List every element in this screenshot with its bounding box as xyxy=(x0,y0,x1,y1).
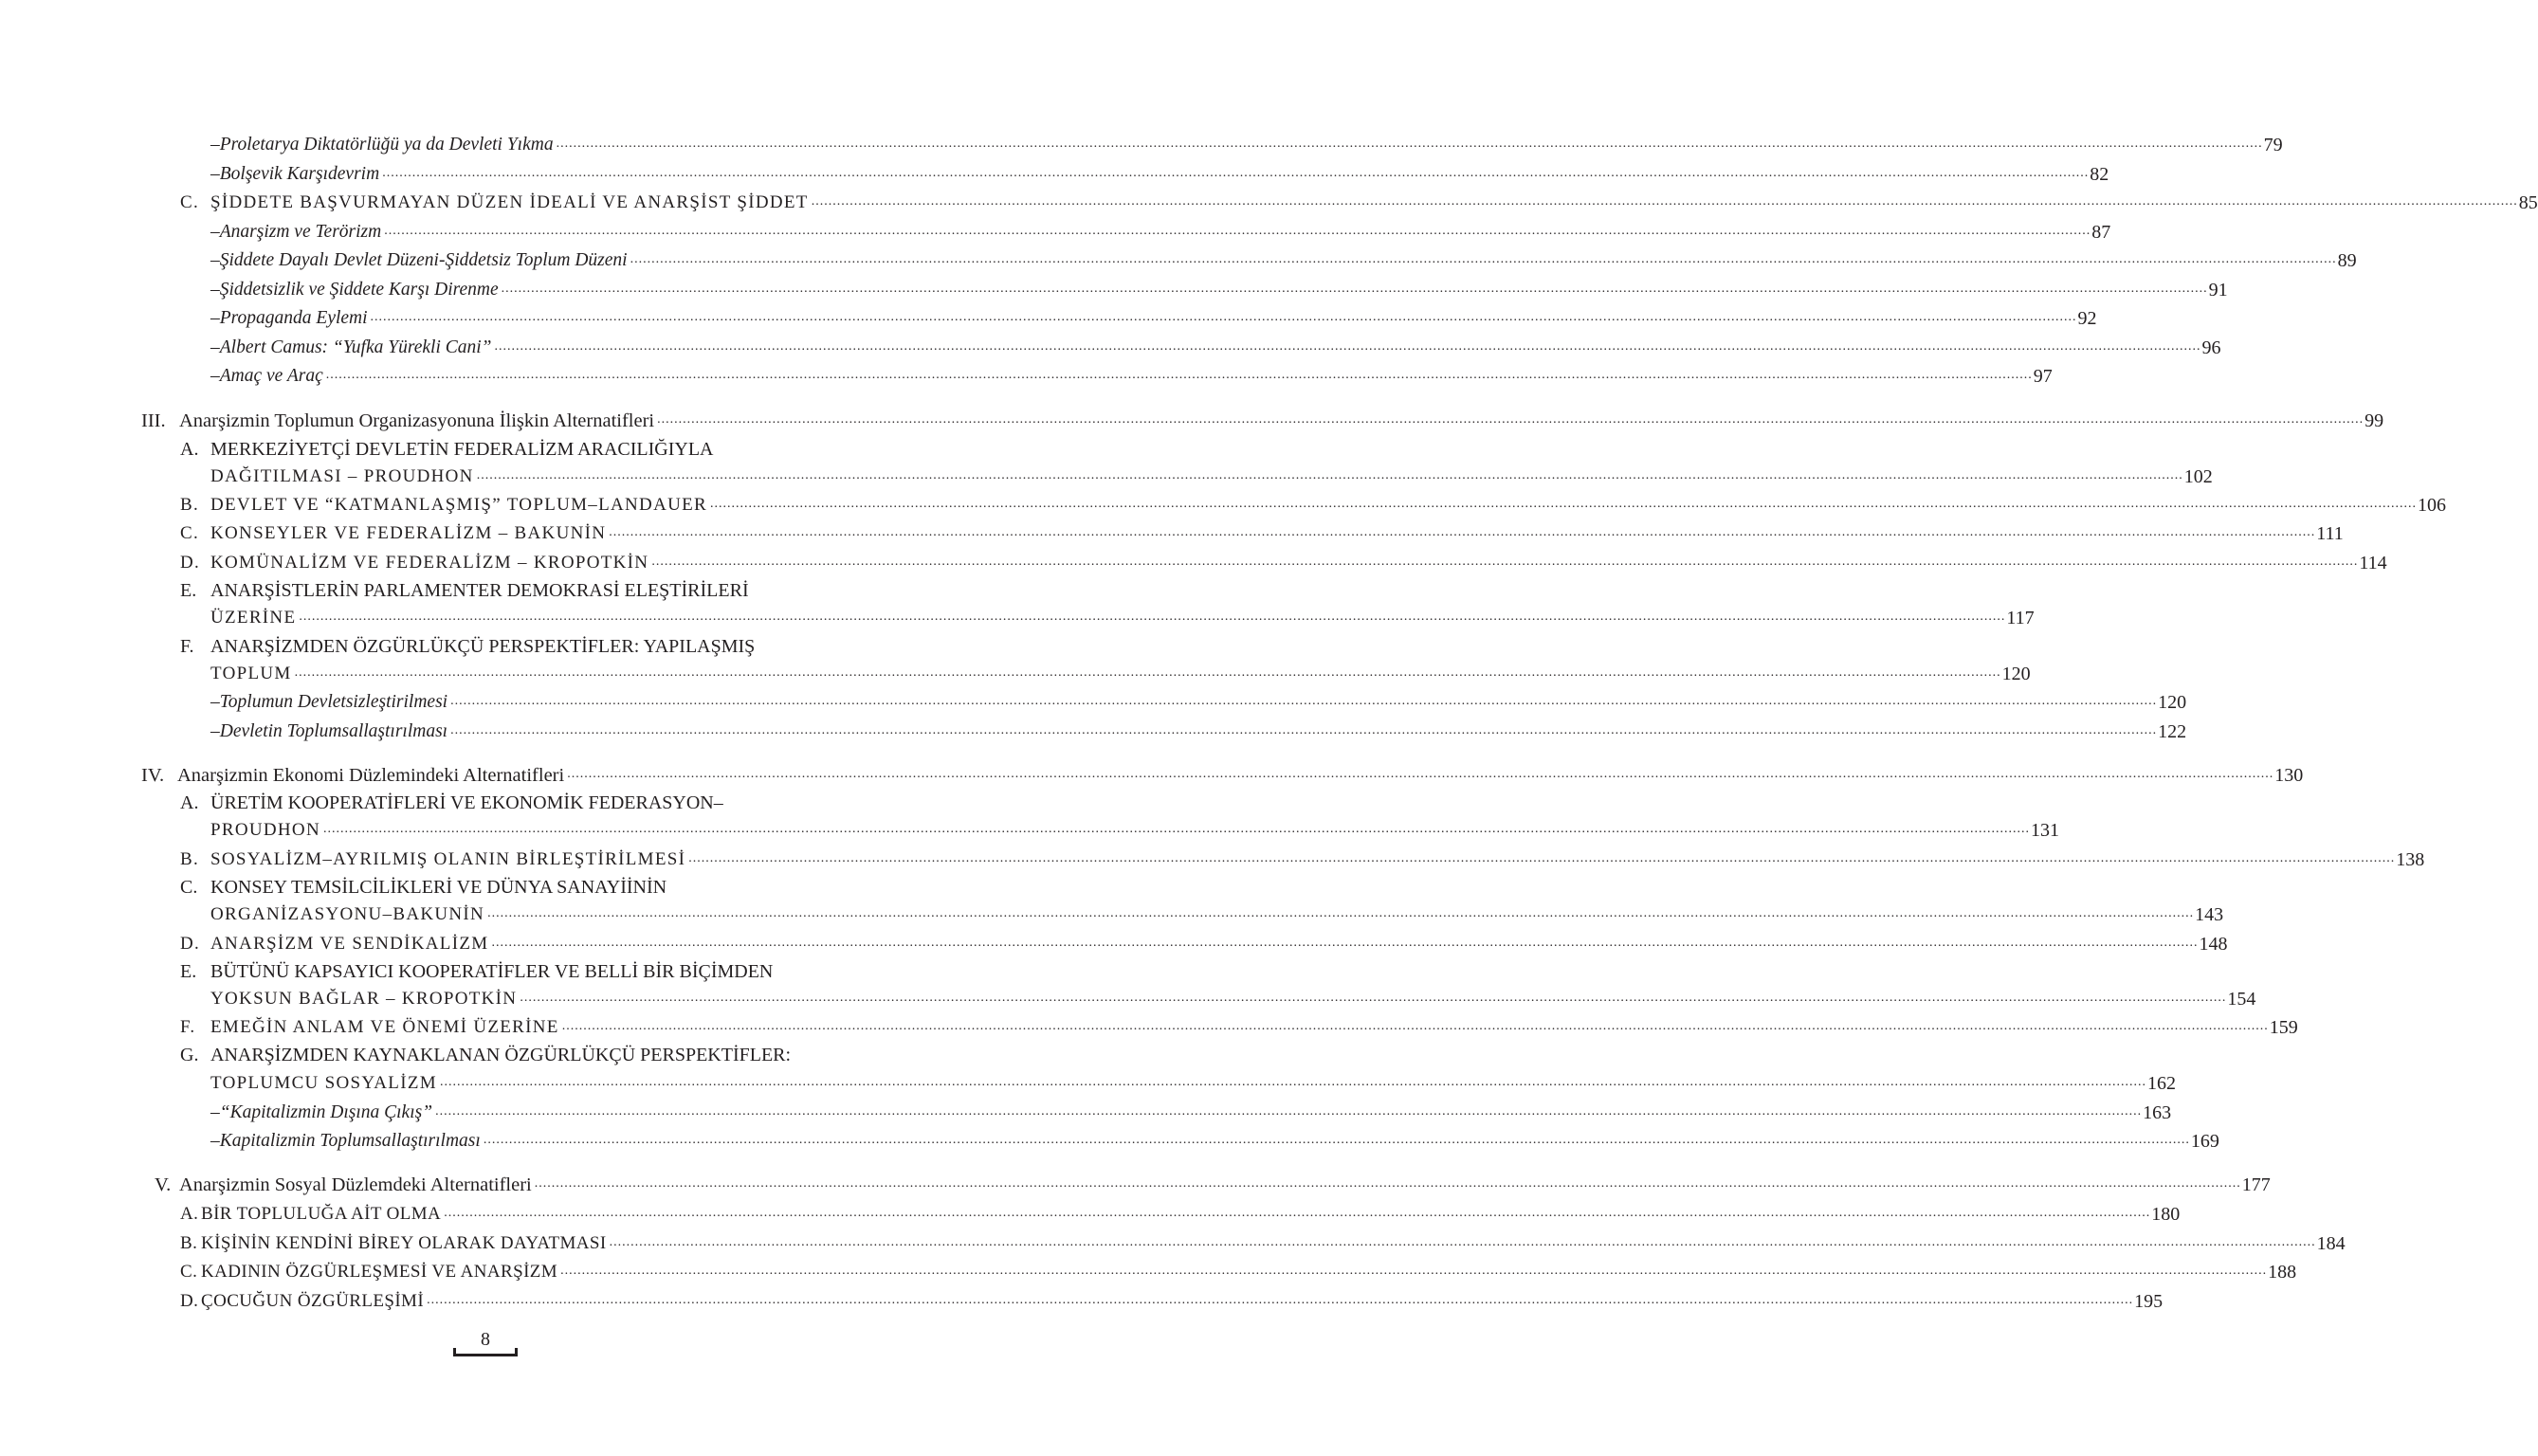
dot-leader: ................................................................................................................................................................................................................................................................................................................................................................................................................ xyxy=(688,851,2396,865)
toc-entry-prefix: D. xyxy=(180,934,201,954)
toc-entry-page: 195 xyxy=(2134,1291,2164,1312)
toc-entry-page: 111 xyxy=(2316,523,2344,544)
toc-entry-prefix: – xyxy=(210,222,220,242)
toc-entry-title: Amaç ve Araç xyxy=(219,366,323,386)
toc-entry xyxy=(180,870,855,899)
toc-entry-title: “Kapitalizmin Dışına Çıkış” xyxy=(219,1102,433,1122)
toc-entry-prefix: G. xyxy=(180,1045,199,1065)
toc-entry-prefix: – xyxy=(210,721,220,741)
toc-entry xyxy=(210,128,2283,156)
toc-entry-title: Bolşevik Karşıdevrim xyxy=(219,164,380,184)
toc-entry-page: 184 xyxy=(2316,1233,2346,1254)
toc-entry-prefix: III. xyxy=(141,410,166,431)
toc-entry xyxy=(180,955,855,983)
dot-leader: ................................................................................................................................................................................................................................................................................................................................................................................................................ xyxy=(710,497,2418,511)
toc-entry-page: 169 xyxy=(2190,1131,2219,1152)
toc-entry-page: 122 xyxy=(2158,721,2187,742)
toc-entry-title: YOKSUN BAĞLAR – KROPOTKİN xyxy=(210,989,518,1009)
dot-leader: ................................................................................................................................................................................................................................................................................................................................................................................................................ xyxy=(494,339,2201,354)
toc-entry-title: Şiddetsizlik ve Şiddete Karşı Direnme xyxy=(219,280,499,300)
dot-leader: ................................................................................................................................................................................................................................................................................................................................................................................................................ xyxy=(487,906,2195,920)
toc-entry xyxy=(210,301,2097,330)
dot-leader: ................................................................................................................................................................................................................................................................................................................................................................................................................ xyxy=(427,1293,2134,1307)
toc-entry xyxy=(210,331,2221,359)
toc-entry xyxy=(180,546,2387,574)
toc-entry xyxy=(180,1227,2346,1255)
toc-entry-prefix: C. xyxy=(180,877,198,898)
dot-leader: ................................................................................................................................................................................................................................................................................................................................................................................................................ xyxy=(534,1176,2241,1191)
toc-entry-page: 102 xyxy=(2183,466,2213,487)
toc-entry-page: 82 xyxy=(2090,164,2109,185)
toc-entry-prefix: A. xyxy=(180,439,199,460)
toc-entry-prefix: – xyxy=(210,164,220,184)
toc-entry-title: ÜZERİNE xyxy=(210,608,297,628)
toc-entry xyxy=(180,432,855,461)
dot-leader: ................................................................................................................................................................................................................................................................................................................................................................................................................ xyxy=(501,282,2208,296)
toc-entry-title: KADININ ÖZGÜRLEŞMESİ VE ANARŞİZM xyxy=(201,1262,558,1282)
toc-entry-page: 120 xyxy=(2001,664,2031,684)
toc-entry-page: 188 xyxy=(2268,1262,2297,1283)
toc-entry-title: PROUDHON xyxy=(210,820,320,840)
dot-leader: ................................................................................................................................................................................................................................................................................................................................................................................................................ xyxy=(476,468,2183,482)
toc-entry-prefix: – xyxy=(210,308,220,328)
toc-entry xyxy=(180,517,2344,545)
toc-entry-prefix: – xyxy=(210,692,220,712)
toc-entry-title: ORGANİZASYONU–BAKUNİN xyxy=(210,904,485,924)
dot-leader: ................................................................................................................................................................................................................................................................................................................................................................................................................ xyxy=(483,1133,2190,1147)
toc-entry xyxy=(210,215,2111,244)
toc-entry-title: SOSYALİZM–AYRILMIŞ OLANIN BİRLEŞTİRİLMESİ xyxy=(210,849,686,869)
dot-leader: ................................................................................................................................................................................................................................................................................................................................................................................................................ xyxy=(520,991,2227,1005)
dot-leader: ................................................................................................................................................................................................................................................................................................................................................................................................................ xyxy=(561,1019,2269,1033)
dot-leader: ................................................................................................................................................................................................................................................................................................................................................................................................................ xyxy=(609,525,2316,539)
toc-entry-page: 148 xyxy=(2199,934,2228,955)
dot-leader: ................................................................................................................................................................................................................................................................................................................................................................................................................ xyxy=(299,610,2006,624)
toc-entry-page: 87 xyxy=(2091,222,2111,243)
toc-entry xyxy=(210,601,2035,629)
dot-leader: ................................................................................................................................................................................................................................................................................................................................................................................................................ xyxy=(325,368,2033,382)
toc-entry-page: 96 xyxy=(2201,337,2221,358)
dot-leader: ................................................................................................................................................................................................................................................................................................................................................................................................................ xyxy=(294,665,2001,680)
toc-entry xyxy=(210,460,2213,488)
toc-entry xyxy=(210,1066,2176,1095)
toc-entry-page: 117 xyxy=(2006,608,2035,628)
toc-entry-prefix: C. xyxy=(180,523,200,543)
toc-entry xyxy=(180,843,2425,871)
toc-entry-title: ŞİDDETE BAŞVURMAYAN DÜZEN İDEALİ VE ANARŞİST ŞİDDET xyxy=(210,192,809,212)
toc-entry-title: BİR TOPLULUĞA AİT OLMA xyxy=(201,1204,442,1224)
page-number-rule xyxy=(453,1354,518,1356)
dot-leader: ................................................................................................................................................................................................................................................................................................................................................................................................................ xyxy=(370,310,2077,324)
dot-leader: ................................................................................................................................................................................................................................................................................................................................................................................................................ xyxy=(450,694,2158,708)
toc-entry-page: 97 xyxy=(2033,366,2053,387)
toc-entry-title: Proletarya Diktatörlüğü ya da Devleti Yıkma xyxy=(219,135,554,155)
dot-leader: ................................................................................................................................................................................................................................................................................................................................................................................................................ xyxy=(382,166,2090,180)
dot-leader: ................................................................................................................................................................................................................................................................................................................................................................................................................ xyxy=(384,224,2091,238)
toc-entry-title: TOPLUM xyxy=(210,664,292,683)
toc-entry xyxy=(180,786,855,814)
toc-entry-title: BÜTÜNÜ KAPSAYICI KOOPERATİFLER VE BELLİ BİR BİÇİMDEN xyxy=(210,961,774,982)
dot-leader: ................................................................................................................................................................................................................................................................................................................................................................................................................ xyxy=(556,136,2263,151)
toc-entry xyxy=(210,359,2053,388)
toc-entry-prefix: B. xyxy=(180,849,200,869)
toc-entry-title: ÇOCUĞUN ÖZGÜRLEŞİMİ xyxy=(201,1291,425,1311)
toc-entry-title: KİŞİNİN KENDİNİ BİREY OLARAK DAYATMASI xyxy=(201,1233,607,1253)
toc-entry xyxy=(210,898,2224,926)
dot-leader: ................................................................................................................................................................................................................................................................................................................................................................................................................ xyxy=(567,767,2274,781)
toc-entry-prefix: – xyxy=(210,366,220,386)
toc-entry-title: Propaganda Eylemi xyxy=(219,308,368,328)
toc-entry-page: 163 xyxy=(2143,1102,2172,1123)
dot-leader: ................................................................................................................................................................................................................................................................................................................................................................................................................ xyxy=(491,936,2199,950)
toc-entry-title: KOMÜNALİZM VE FEDERALİZM – KROPOTKİN xyxy=(210,553,649,573)
dot-leader: ................................................................................................................................................................................................................................................................................................................................................................................................................ xyxy=(811,194,2518,209)
toc-entry-page: 177 xyxy=(2241,1174,2271,1195)
toc-entry-title: KONSEY TEMSİLCİLİKLERİ VE DÜNYA SANAYİİNİN xyxy=(210,877,667,898)
toc-entry-page: 92 xyxy=(2077,308,2097,329)
toc-entry xyxy=(180,927,2228,956)
toc-entry xyxy=(180,186,2538,214)
toc-entry xyxy=(210,244,2357,272)
toc-entry-page: 89 xyxy=(2337,250,2357,271)
toc-entry-title: DAĞITILMASI – PROUDHON xyxy=(210,466,474,486)
toc-entry-title: ANARŞİSTLERİN PARLAMENTER DEMOKRASİ ELEŞTİRİLERİ xyxy=(210,580,749,601)
toc-entry-page: 131 xyxy=(2030,820,2059,841)
toc-entry-page: 159 xyxy=(2269,1017,2298,1038)
toc-entry-title: Anarşizmin Toplumun Organizasyonuna İlişkin Alternatifleri xyxy=(179,410,655,431)
toc-entry-prefix: C. xyxy=(180,1262,198,1282)
toc-entry-prefix: C. xyxy=(180,192,200,212)
toc-entry-title: Anarşizmin Sosyal Düzlemdeki Alternatifleri xyxy=(179,1174,532,1195)
toc-entry-prefix: B. xyxy=(180,1233,198,1253)
toc-entry-prefix: E. xyxy=(180,961,197,982)
dot-leader: ................................................................................................................................................................................................................................................................................................................................................................................................................ xyxy=(450,723,2158,737)
toc-entry-title: Şiddete Dayalı Devlet Düzeni-Şiddetsiz Toplum Düzeni xyxy=(219,250,628,270)
toc-entry xyxy=(210,1124,2219,1153)
toc-entry-page: 143 xyxy=(2195,904,2224,925)
toc-entry xyxy=(210,1096,2172,1124)
toc-entry-page: 91 xyxy=(2208,280,2228,300)
toc-entry-title: Albert Camus: “Yufka Yürekli Cani” xyxy=(219,337,492,357)
toc-entry xyxy=(180,1010,2298,1039)
dot-leader: ................................................................................................................................................................................................................................................................................................................................................................................................................ xyxy=(322,822,2030,836)
dot-leader: ................................................................................................................................................................................................................................................................................................................................................................................................................ xyxy=(630,252,2337,266)
toc-entry-prefix: V. xyxy=(155,1174,172,1195)
page-number: 8 xyxy=(481,1329,490,1350)
toc-entry-title: Kapitalizmin Toplumsallaştırılması xyxy=(219,1131,481,1151)
toc-entry-prefix: – xyxy=(210,1102,220,1122)
toc-entry xyxy=(180,573,855,602)
toc-entry-prefix: B. xyxy=(180,495,200,515)
toc-entry xyxy=(141,404,2384,432)
dot-leader: ................................................................................................................................................................................................................................................................................................................................................................................................................ xyxy=(609,1235,2316,1249)
toc-entry-prefix: E. xyxy=(180,580,197,601)
toc-entry-title: ANARŞİZMDEN ÖZGÜRLÜKÇÜ PERSPEKTİFLER: YAPILAŞMIŞ xyxy=(210,636,756,657)
toc-entry xyxy=(180,629,855,658)
toc-entry xyxy=(210,273,2228,301)
toc-entry-title: Anarşizmin Ekonomi Düzlemindeki Alternatifleri xyxy=(177,765,565,786)
toc-entry xyxy=(210,982,2256,1010)
toc-entry-title: ÜRETİM KOOPERATİFLERİ VE EKONOMİK FEDERASYON– xyxy=(210,792,723,813)
toc-entry-page: 106 xyxy=(2418,495,2447,516)
toc-entry-prefix: – xyxy=(210,280,220,300)
toc-entry-page: 162 xyxy=(2146,1073,2176,1094)
toc-entry xyxy=(180,1038,855,1066)
toc-entry-prefix: – xyxy=(210,1131,220,1151)
toc-entry-prefix: F. xyxy=(180,636,194,657)
toc-entry-prefix: – xyxy=(210,337,220,357)
dot-leader: ................................................................................................................................................................................................................................................................................................................................................................................................................ xyxy=(444,1206,2151,1220)
toc-entry-title: KONSEYLER VE FEDERALİZM – BAKUNİN xyxy=(210,523,607,543)
toc-entry-page: 180 xyxy=(2151,1204,2181,1225)
toc-entry-prefix: – xyxy=(210,135,220,155)
toc-entry-prefix: IV. xyxy=(141,765,165,786)
toc-entry-prefix: D. xyxy=(180,1291,199,1311)
toc-entry-title: Toplumun Devletsizleştirilmesi xyxy=(219,692,448,712)
toc-entry-title: ANARŞİZMDEN KAYNAKLANAN ÖZGÜRLÜKÇÜ PERSPEKTİFLER: xyxy=(210,1045,792,1065)
dot-leader: ................................................................................................................................................................................................................................................................................................................................................................................................................ xyxy=(439,1075,2146,1089)
toc-entry-page: 138 xyxy=(2396,849,2425,870)
toc-entry-title: Devletin Toplumsallaştırılması xyxy=(219,721,448,741)
toc-entry xyxy=(141,758,2304,787)
toc-entry-page: 114 xyxy=(2359,553,2387,573)
toc-entry-page: 154 xyxy=(2227,989,2256,1010)
toc-entry-title: TOPLUMCU SOSYALİZM xyxy=(210,1073,437,1093)
dot-leader: ................................................................................................................................................................................................................................................................................................................................................................................................................ xyxy=(435,1104,2143,1119)
toc-entry-prefix: – xyxy=(210,250,220,270)
toc-entry-page: 130 xyxy=(2274,765,2304,786)
toc-entry-title: ANARŞİZM VE SENDİKALİZM xyxy=(210,934,489,954)
toc-entry-page: 85 xyxy=(2518,192,2538,213)
dot-leader: ................................................................................................................................................................................................................................................................................................................................................................................................................ xyxy=(651,555,2359,569)
toc-entry-title: Anarşizm ve Terörizm xyxy=(219,222,382,242)
dot-leader: ................................................................................................................................................................................................................................................................................................................................................................................................................ xyxy=(657,412,2365,427)
toc-entry-page: 120 xyxy=(2158,692,2187,713)
toc-entry xyxy=(180,1255,2297,1283)
toc-entry xyxy=(210,813,2059,842)
toc-entry-title: EMEĞİN ANLAM VE ÖNEMİ ÜZERİNE xyxy=(210,1017,559,1037)
toc-entry-page: 79 xyxy=(2263,135,2283,155)
toc-entry-prefix: D. xyxy=(180,553,201,573)
toc-entry-prefix: A. xyxy=(180,1204,199,1224)
toc-entry xyxy=(180,488,2447,517)
toc-entry xyxy=(210,157,2109,186)
toc-entry-page: 99 xyxy=(2365,410,2384,431)
toc-entry xyxy=(210,715,2187,743)
toc-entry-prefix: A. xyxy=(180,792,199,813)
toc-entry xyxy=(210,685,2187,714)
toc-entry xyxy=(210,657,2031,685)
toc-entry-title: MERKEZİYETÇİ DEVLETİN FEDERALİZM ARACILIĞIYLA xyxy=(210,439,714,460)
toc-entry xyxy=(180,1284,2164,1313)
toc-entry-prefix: F. xyxy=(180,1017,196,1037)
toc-entry xyxy=(180,1197,2181,1226)
toc-entry-title: DEVLET VE “KATMANLAŞMIŞ” TOPLUM–LANDAUER xyxy=(210,495,708,515)
toc-entry xyxy=(155,1168,2271,1196)
dot-leader: ................................................................................................................................................................................................................................................................................................................................................................................................................ xyxy=(560,1264,2268,1278)
